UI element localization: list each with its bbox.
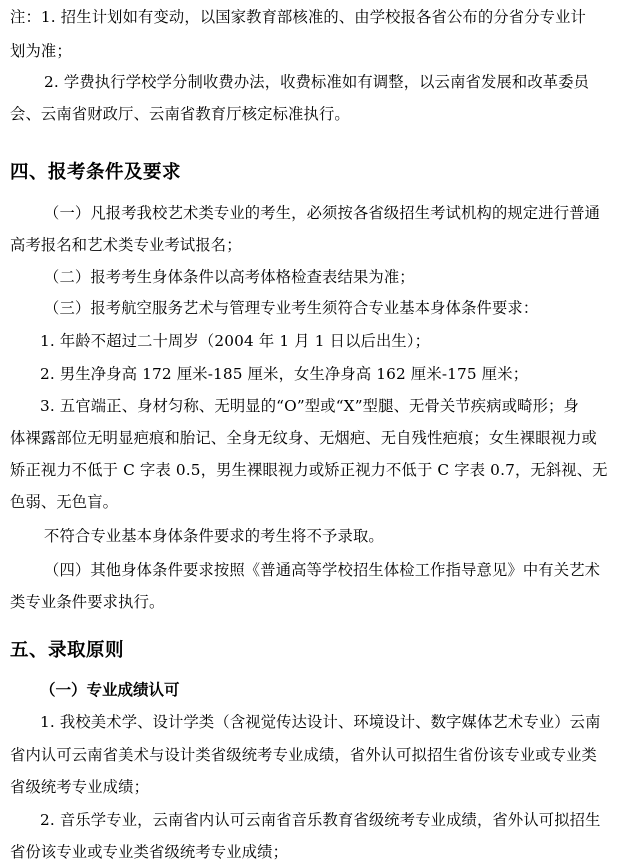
s4-paragraph-3: （三）报考航空服务艺术与管理专业考生须符合专业基本身体条件要求： <box>44 299 539 317</box>
s4-item-3-line-3: 矫正视力不低于 C 字表 0.5，男生裸眼视力或矫正视力不低于 C 字表 0.7，无斜视、无 <box>10 461 608 479</box>
s4-item-3-line-4: 色弱、无色盲。 <box>10 493 119 511</box>
s4-paragraph-1-line-1: （一）凡报考我校艺术类专业的考生，必须按各省级招生考试机构的规定进行普通 <box>44 204 601 222</box>
section-5-heading: 五、录取原则 <box>10 640 125 661</box>
note-1-line-2: 划为准； <box>10 42 72 60</box>
s4-paragraph-5-line-1: （四）其他身体条件要求按照《普通高等学校招生体检工作指导意见》中有关艺术 <box>44 561 601 579</box>
note-1-line-1: 注：1. 招生计划如有变动，以国家教育部核准的、由学校报各省公布的分省分专业计 <box>10 8 586 26</box>
s4-item-3-line-2: 体裸露部位无明显疤痕和胎记、全身无纹身、无烟疤、无自残性疤痕；女生裸眼视力或 <box>10 429 597 447</box>
s4-item-1: 1. 年龄不超过二十周岁（2004 年 1 月 1 日以后出生）； <box>40 332 431 350</box>
s4-paragraph-5-line-2: 类专业条件要求执行。 <box>10 593 165 611</box>
section-4-heading: 四、报考条件及要求 <box>10 162 182 183</box>
s4-item-2: 2. 男生净身高 172 厘米-185 厘米，女生净身高 162 厘米-175 厘米； <box>40 365 529 383</box>
s5-subheading-1: （一）专业成绩认可 <box>40 681 180 699</box>
s5-item-1-line-2: 省内认可云南省美术与设计类省级统考专业成绩，省外认可拟招生省份该专业或专业类 <box>10 746 597 764</box>
note-2-line-2: 会、云南省财政厅、云南省教育厅核定标准执行。 <box>10 105 350 123</box>
note-2-line-1: 2. 学费执行学校学分制收费办法，收费标准如有调整，以云南省发展和改革委员 <box>44 73 590 91</box>
s5-item-2-line-2: 省份该专业或专业类省级统考专业成绩； <box>10 843 289 861</box>
s4-paragraph-2: （二）报考考生身体条件以高考体格检查表结果为准； <box>44 268 415 286</box>
s4-paragraph-1-line-2: 高考报名和艺术类专业考试报名； <box>10 236 242 254</box>
s4-item-3-line-1: 3. 五官端正、身材匀称、无明显的“O”型或“X”型腿、无骨关节疾病或畸形；身 <box>40 397 579 415</box>
s5-item-1-line-1: 1. 我校美术学、设计学类（含视觉传达设计、环境设计、数字媒体艺术专业）云南 <box>40 713 601 731</box>
s4-paragraph-4: 不符合专业基本身体条件要求的考生将不予录取。 <box>44 527 384 545</box>
s5-item-1-line-3: 省级统考专业成绩； <box>10 778 150 796</box>
s5-item-2-line-1: 2. 音乐学专业，云南省内认可云南省音乐教育省级统考专业成绩，省外认可拟招生 <box>40 811 601 829</box>
